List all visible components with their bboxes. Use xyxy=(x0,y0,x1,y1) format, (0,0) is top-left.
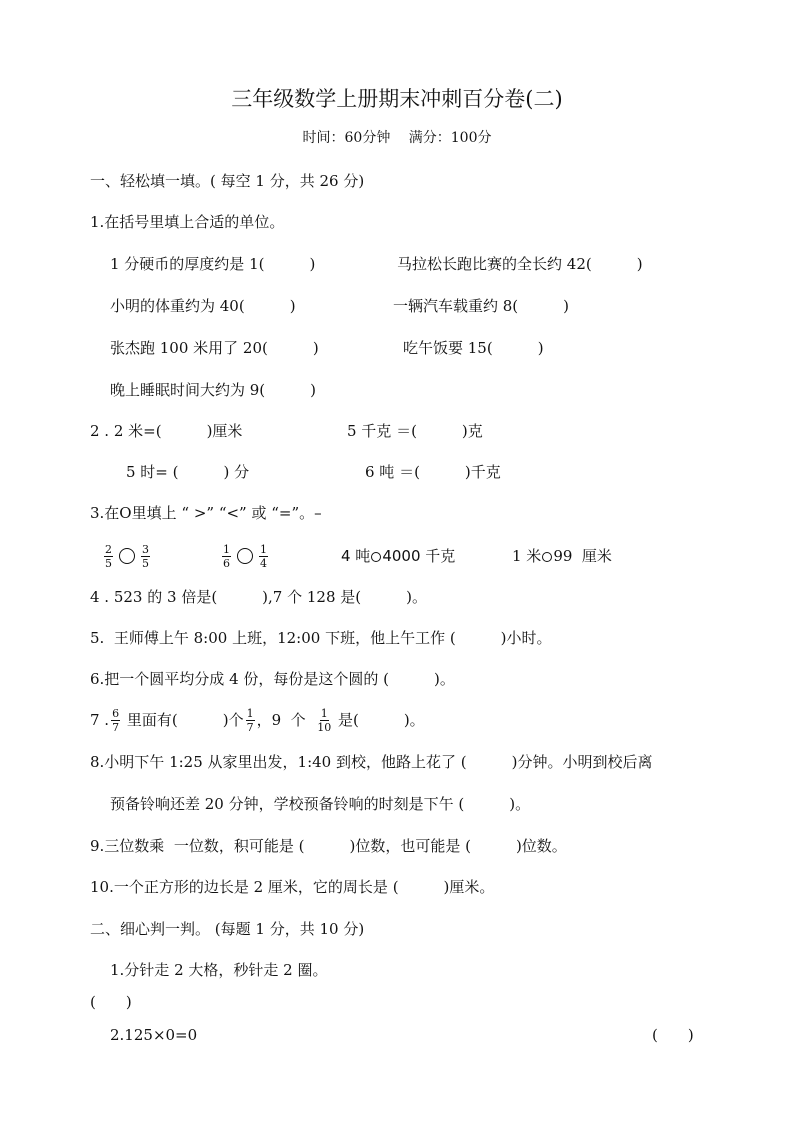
q7: 7 . $\frac{6}{7}$ 里面有( )个 $\frac{1}{7}$ ，9 个 $\frac{1}{10}$ 是( )。 xyxy=(90,706,425,734)
q1-item: 小明的体重约为 40( ) xyxy=(110,297,296,315)
q1-item: 马拉松长跑比赛的全长约 42( ) xyxy=(397,255,643,273)
q2-item: 5 千克 ＝( )克 xyxy=(347,422,483,440)
compare-circle-icon xyxy=(542,552,552,562)
fraction: $\frac{1}{10}$ xyxy=(317,706,332,734)
fraction: $\frac{3}{5}$ xyxy=(142,542,149,570)
fraction: $\frac{1}{4}$ xyxy=(260,542,267,570)
q1-stem: 1.在括号里填上合适的单位。 xyxy=(90,213,285,231)
section-2-heading: 二、细心判一判。 (每题 1 分，共 10 分) xyxy=(90,920,365,938)
compare-circle-icon xyxy=(119,548,135,564)
answer-paren: ( ) xyxy=(90,993,132,1011)
q2-item: 5 时= ( ) 分 xyxy=(126,463,250,481)
q2-item: 6 吨 ＝( )千克 xyxy=(365,463,501,481)
compare-circle-icon xyxy=(371,552,381,562)
fraction: $\frac{1}{6}$ xyxy=(223,542,230,570)
q10: 10.一个正方形的边长是 2 厘米，它的周长是 ( )厘米。 xyxy=(90,878,495,896)
q6: 6.把一个圆平均分成 4 份，每份是这个圆的 ( )。 xyxy=(90,670,455,688)
fraction: $\frac{2}{5}$ xyxy=(105,542,112,570)
fraction: $\frac{1}{7}$ xyxy=(246,706,254,734)
q1-item: 张杰跑 100 米用了 20( ) xyxy=(110,339,319,357)
q9: 9.三位数乘 一位数，积可能是 ( )位数，也可能是 ( )位数。 xyxy=(90,837,567,855)
q4: 4 . 523 的 3 倍是( ),7 个 128 是( )。 xyxy=(90,588,427,606)
compare-circle-icon xyxy=(237,548,253,564)
page-title: 三年级数学上册期末冲刺百分卷(二) xyxy=(231,87,563,111)
q8-line-1: 8.小明下午 1:25 从家里出发，1:40 到校，他路上花了 ( )分钟。小明到校后离 xyxy=(90,753,653,771)
q1-item: 晚上睡眠时间大约为 9( ) xyxy=(110,381,317,399)
q3-stem: 3.在O里填上 “ >” “<” 或 “=”。– xyxy=(90,504,322,522)
section-1-heading: 一、轻松填一填。( 每空 1 分，共 26 分) xyxy=(90,172,365,190)
judge-item-2: 2.125×0=0 xyxy=(110,1026,198,1044)
q5: 5. 王师傅上午 8:00 上班，12:00 下班，他上午工作 ( )小时。 xyxy=(90,629,552,647)
exam-meta: 时间：60分钟 满分：100分 xyxy=(302,130,492,146)
q1-item: 一辆汽车载重约 8( ) xyxy=(393,297,570,315)
judge-item-1: 1.分针走 2 大格，秒针走 2 圈。 xyxy=(110,961,328,979)
fraction: $\frac{6}{7}$ xyxy=(112,706,120,734)
answer-paren: ( ) xyxy=(652,1026,694,1044)
q8-line-2: 预备铃响还差 20 分钟，学校预备铃响的时刻是下午 ( )。 xyxy=(110,795,531,813)
q3-compare-b xyxy=(220,542,270,570)
q3-compare-a xyxy=(102,542,152,570)
q3-compare-c: 4 吨 4000 千克 xyxy=(341,547,456,565)
q1-item: 1 分硬币的厚度约是 1( ) xyxy=(110,255,316,273)
q1-item: 吃午饭要 15( ) xyxy=(403,339,544,357)
q2-item: 2 . 2 米=( )厘米 xyxy=(90,422,243,440)
q3-compare-d: 1 米 99 厘米 xyxy=(512,547,612,565)
